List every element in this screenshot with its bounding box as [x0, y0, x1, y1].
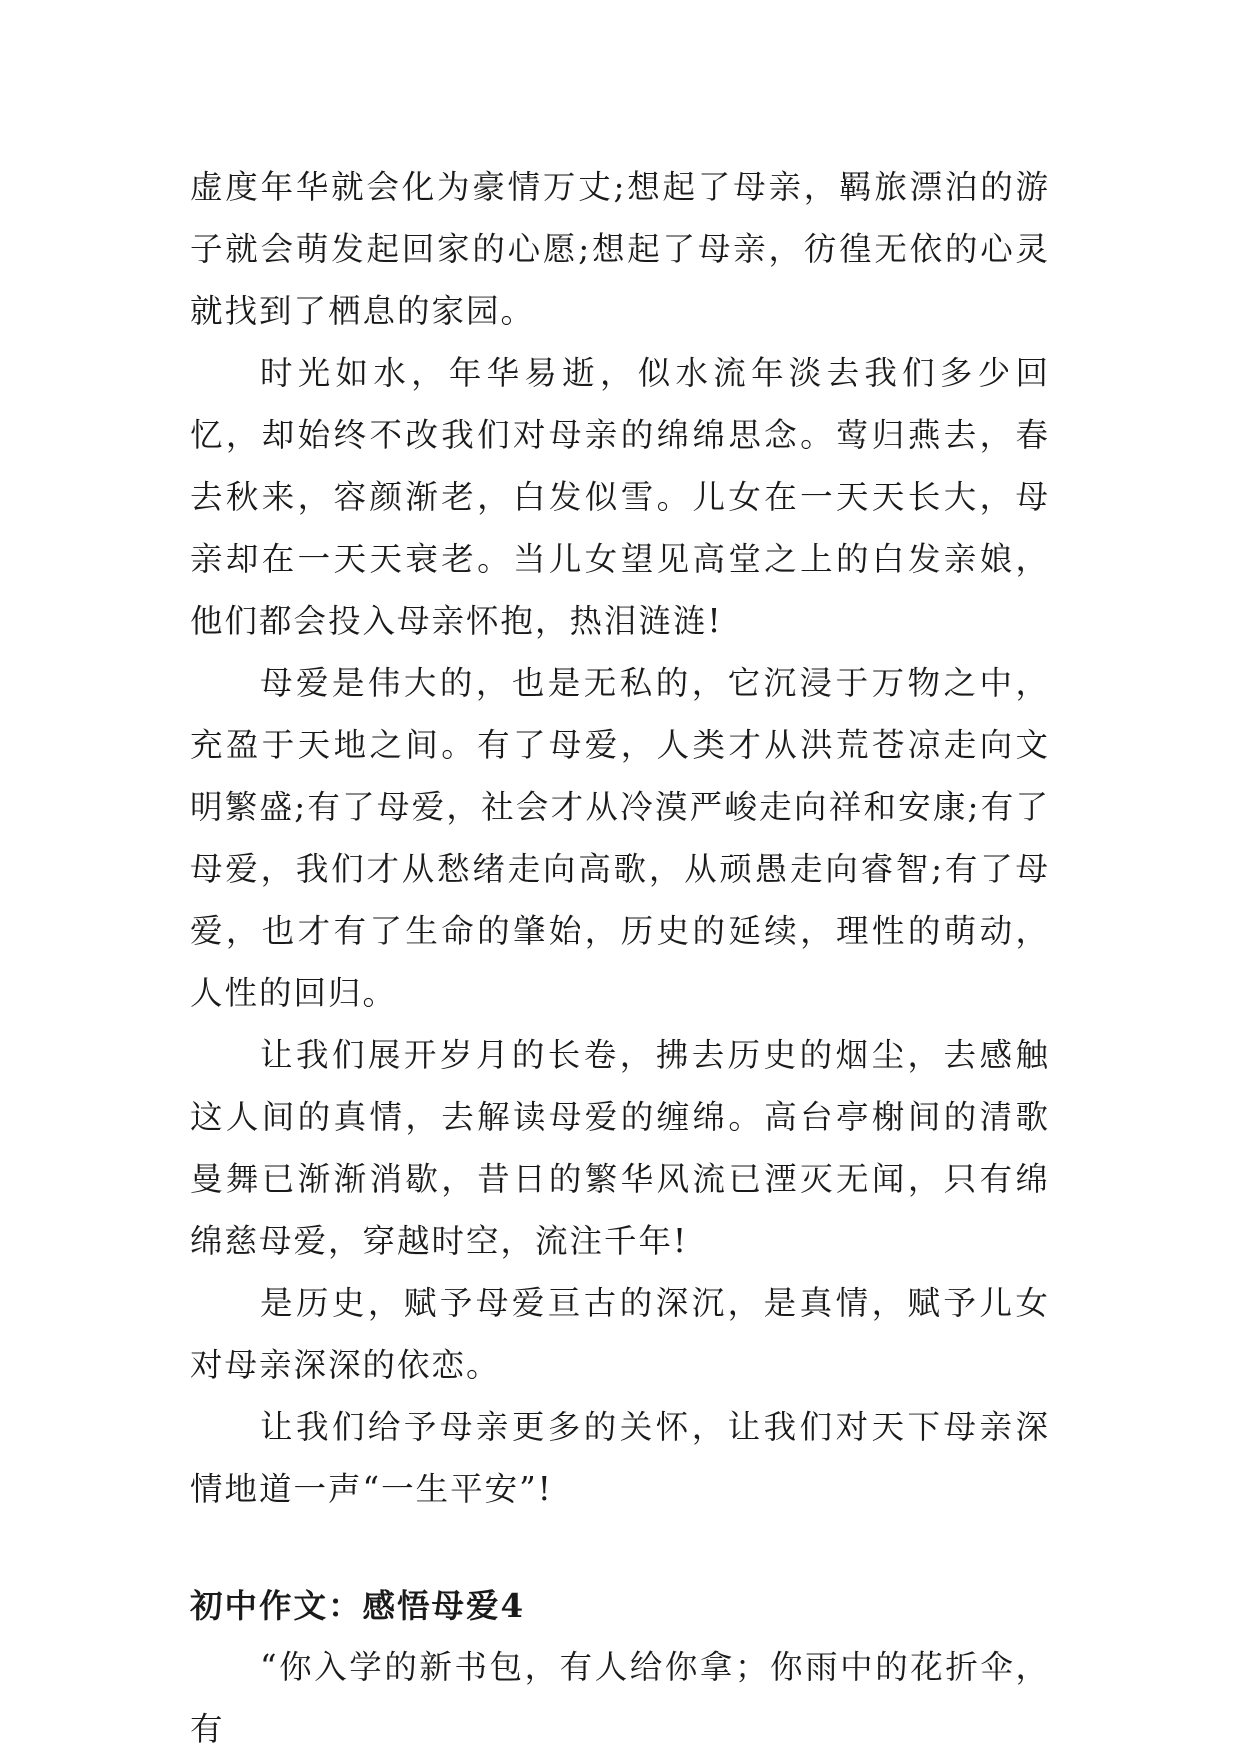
paragraph-5: 是历史，赋予母爱亘古的深沉，是真情，赋予儿女对母亲深深的依恋。 — [190, 1284, 1050, 1384]
paragraph-3: 母爱是伟大的，也是无私的，它沉浸于万物之中，充盈于天地之间。有了母爱，人类才从洪荒苍凉走向文明繁盛;有了母爱，社会才从冷漠严峻走向祥和安康;有了母爱，我们才从愁绪走向高歌，从顽愚走向睿智;有了母爱，也才有了生命的肇始，历史的延续，理性的萌动，人性的回归。 — [190, 664, 1050, 1012]
paragraph-2: 时光如水，年华易逝，似水流年淡去我们多少回忆，却始终不改我们对母亲的绵绵思念。莺归燕去，春去秋来，容颜渐老，白发似雪。儿女在一天天长大，母亲却在一天天衰老。当儿女望见高堂之上的白发亲娘，他们都会投入母亲怀抱，热泪涟涟! — [190, 354, 1050, 640]
document-body — [190, 156, 1050, 1760]
section-spacer — [190, 1520, 1050, 1576]
paragraph-4: 让我们展开岁月的长卷，拂去历史的烟尘，去感触这人间的真情，去解读母爱的缠绵。高台亭榭间的清歌曼舞已渐渐消歇，昔日的繁华风流已湮灭无闻，只有绵绵慈母爱，穿越时空，流注千年! — [190, 1036, 1050, 1260]
section-heading: 初中作文：感悟母爱4 — [190, 1586, 526, 1625]
paragraph-6: 让我们给予母亲更多的关怀，让我们对天下母亲深情地道一声“一生平安”! — [190, 1408, 1050, 1508]
paragraph-1: 虚度年华就会化为豪情万丈;想起了母亲，羁旅漂泊的游子就会萌发起回家的心愿;想起了母亲，彷徨无依的心灵就找到了栖息的家园。 — [190, 168, 1050, 330]
section-first-paragraph: “你入学的新书包，有人给你拿；你雨中的花折伞，有 — [190, 1648, 1050, 1748]
